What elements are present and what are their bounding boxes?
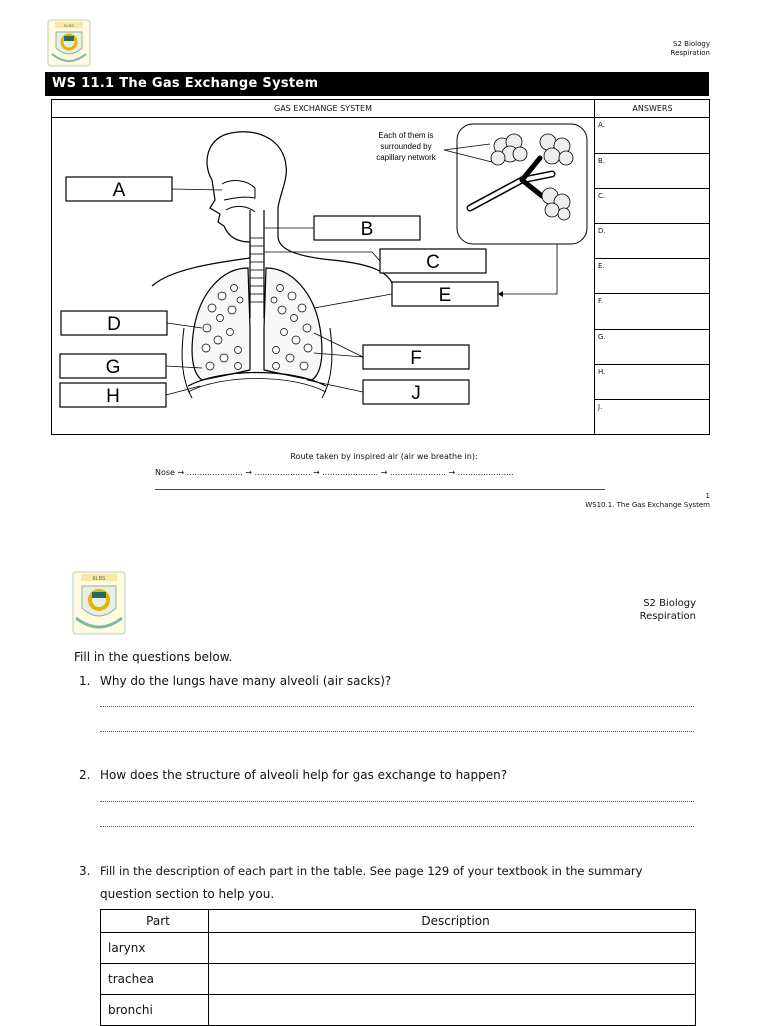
label-f: F (410, 348, 422, 369)
answer-label: F. (598, 297, 604, 305)
route-fill-in-line[interactable]: Nose → ...................... → ...................... → ...................... → ...................... → ...................... (155, 468, 514, 477)
table-row (101, 964, 696, 995)
answer-line[interactable] (100, 705, 694, 707)
answer-row-c[interactable] (595, 189, 710, 224)
answer-row-j[interactable] (595, 400, 710, 434)
description-table (100, 909, 696, 1026)
logo-text: KLBS (92, 576, 106, 582)
topic-label: Respiration (639, 610, 696, 622)
question-1-text: Why do the lungs have many alveoli (air sacks)? (100, 674, 392, 688)
subject-label: S2 Biology (643, 598, 696, 609)
label-g: G (105, 357, 121, 378)
answer-label: A. (598, 121, 605, 129)
school-logo (46, 18, 92, 68)
question-3-number: 3. (79, 864, 91, 878)
answer-row-e[interactable] (595, 259, 710, 294)
subject-label: S2 Biology (673, 40, 710, 48)
topic-label: Respiration (670, 48, 710, 57)
answer-label: B. (598, 157, 606, 165)
logo-text: KLBS (63, 23, 75, 28)
question-2-text: How does the structure of alveoli help for gas exchange to happen? (100, 768, 508, 782)
col-header-system: GAS EXCHANGE SYSTEM (52, 100, 594, 118)
label-e-box (392, 282, 498, 306)
label-a: A (112, 180, 126, 201)
label-a-box (66, 177, 172, 201)
trachea-rings (250, 238, 264, 302)
worksheet-title: WS 11.1 The Gas Exchange System (45, 72, 709, 96)
page2-header-info (640, 598, 696, 623)
answer-label: C. (598, 192, 606, 200)
instruction-text: Fill in the questions below. (74, 650, 233, 664)
label-c: C (426, 252, 440, 273)
question-3-text: Fill in the description of each part in the table. See page 129 of your textbook in the summary (100, 864, 643, 878)
label-h: H (106, 386, 120, 407)
alveoli-note-line3: capillary network (376, 153, 436, 162)
label-j-box (363, 380, 469, 404)
part-cell: bronchi (101, 995, 209, 1026)
answer-label: D. (598, 227, 606, 235)
left-lung (192, 268, 250, 380)
label-b: B (360, 219, 374, 240)
question-3-text-line2: question section to help you. (100, 887, 275, 901)
answer-label: G. (598, 333, 606, 341)
label-h-box (60, 383, 166, 407)
label-j: J (411, 383, 421, 404)
page-number: 1 (705, 492, 710, 500)
body-outline (207, 132, 394, 288)
page1-footer-rule (155, 489, 605, 490)
answer-row-b[interactable] (595, 154, 710, 189)
table-header-description: Description (209, 910, 696, 933)
table-header-part: Part (101, 910, 209, 933)
label-c-box (380, 249, 486, 273)
right-lung (264, 268, 322, 380)
description-cell[interactable] (209, 995, 696, 1026)
label-e: E (438, 285, 452, 306)
part-cell: trachea (101, 964, 209, 995)
answer-line[interactable] (100, 825, 694, 827)
label-d: D (107, 314, 121, 335)
answer-row-f[interactable] (595, 294, 710, 330)
page1-footer (585, 492, 710, 511)
answer-row-g[interactable] (595, 330, 710, 365)
respiratory-system-diagram (52, 118, 594, 434)
answer-row-d[interactable] (595, 224, 710, 259)
gas-exchange-table (51, 99, 710, 435)
label-d-box (61, 311, 167, 335)
table-row (101, 995, 696, 1026)
description-cell[interactable] (209, 933, 696, 964)
answer-line[interactable] (100, 730, 694, 732)
label-g-box (60, 354, 166, 378)
alveoli-note-line1: Each of them is (378, 131, 434, 140)
answer-line[interactable] (100, 800, 694, 802)
document-name: WS10.1. The Gas Exchange System (585, 501, 710, 510)
answer-label: J. (598, 403, 603, 411)
route-caption: Route taken by inspired air (air we breathe in): (290, 452, 478, 461)
question-1-number: 1. (79, 674, 91, 688)
table-row (101, 933, 696, 964)
label-f-box (363, 345, 469, 369)
alveoli-note-line2: surrounded by (380, 142, 432, 151)
page1-header-info (671, 40, 710, 58)
answer-row-h[interactable] (595, 365, 710, 400)
col-header-answers: ANSWERS (595, 100, 710, 118)
label-b-box (314, 216, 420, 240)
description-cell[interactable] (209, 964, 696, 995)
school-logo (70, 570, 128, 636)
answer-label: E. (598, 262, 605, 270)
question-2-number: 2. (79, 768, 91, 782)
answer-label: H. (598, 368, 606, 376)
answer-row-a[interactable] (595, 118, 710, 154)
part-cell: larynx (101, 933, 209, 964)
